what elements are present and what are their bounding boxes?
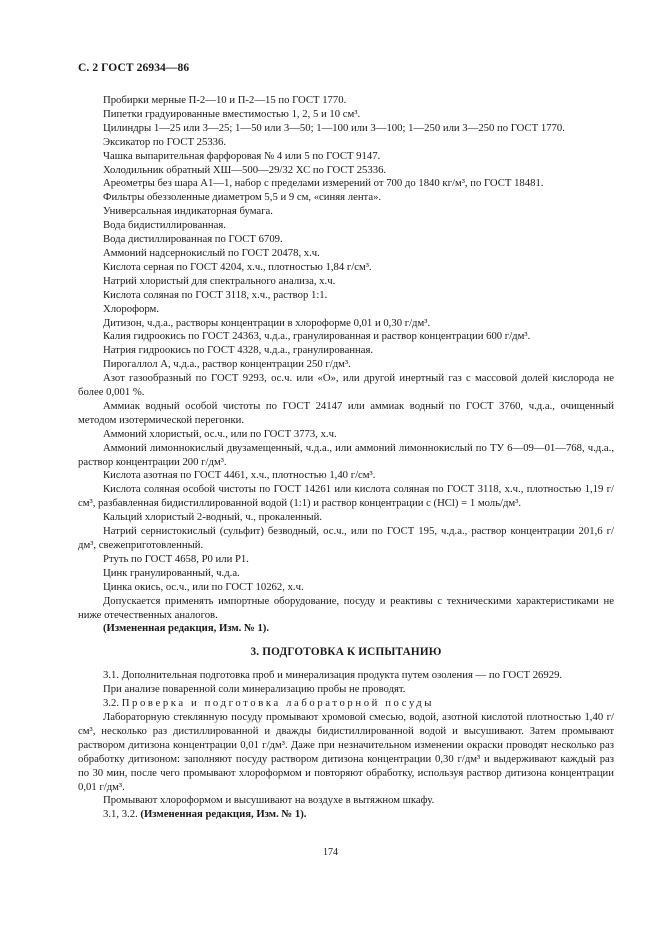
clause-title: Проверка и подготовка лабораторной посуды [121,697,435,710]
list-item: Ртуть по ГОСТ 4658, Р0 или Р1. [103,552,249,565]
list-item: Натрий хлористый для спектрального анализа, х.ч. [103,274,336,287]
list-item: Пипетки градуированные вместимостью 1, 2, 5 и 10 см³. [103,107,361,120]
paragraph-3-2-drying: Промывают хлороформом и высушивают на воздухе в вытяжном шкафу. [103,794,435,807]
paragraph-3-2-heading [78,697,614,711]
list-item: Натрия гидроокись по ГОСТ 4328, ч.д.а., гранулированная. [103,344,374,357]
amendment-note-2 [78,808,614,822]
document-body [78,94,614,822]
list-item: Кислота серная по ГОСТ 4204, х.ч., плотностью 1,84 г/см³. [103,260,372,273]
list-item: Аммиак водный особой чистоты по ГОСТ 24147 или аммиак водный по ГОСТ 3760, ч.д.а., очищенный методом изотермической перегонки. [78,399,614,426]
clause-numbers: 3.1, 3.2. [103,808,138,821]
equipment-list [78,94,614,622]
list-item: Цинк гранулированный, ч.д.а. [103,566,240,579]
paragraph-3-1-note: При анализе поваренной соли минерализацию пробы не проводят. [103,683,406,696]
list-item: Кислота соляная особой чистоты по ГОСТ 14261 или кислота соляная по ГОСТ 3118, х.ч., плотностью 1,19 г/см³, разбавленная бидистиллированной водой (1:1) и раствор концентрации c (HCl) = 1 моль/дм³. [78,483,614,510]
list-item: Допускается применять импортные оборудование, посуду и реактивы с техническими характеристиками не ниже отечественных аналогов. [78,594,614,621]
section-title: 3. ПОДГОТОВКА К ИСПЫТАНИЮ [250,646,442,659]
page-number: 174 [323,847,338,858]
list-item: Холодильник обратный ХШ—500—29/32 ХС по ГОСТ 25336. [103,163,387,176]
amendment-note: (Измененная редакция, Изм. № 1). [103,622,270,635]
paragraph-3-2-text: Лабораторную стеклянную посуду промывают хромовой смесью, водой, азотной кислотой плотностью 1,40 г/см³, несколько раз дистиллированной и дважды бидистиллированной водой и высушивают. Затем промывают раствором дитизона концентрации 0,01 г/дм³. Даже при незначительном изменении окраски проводят несколько раз обработку дитизоном: заполняют посуду раствором дитизона концентрации 0,30 г/дм³ и выдерживают каждый раз по 30 мин, после чего промывают хлороформом и повторяют обработку, используя раствор дитизона концентрации 0,01 г/дм³. [78,710,614,793]
list-item: Вода дистиллированная по ГОСТ 6709. [103,233,283,246]
list-item: Фильтры обеззоленные диаметром 5,5 и 9 см, «синяя лента». [103,191,382,204]
list-item: Эксикатор по ГОСТ 25336. [103,135,227,148]
list-item: Дитизон, ч.д.а., растворы концентрации в хлороформе 0,01 и 0,30 г/дм³. [103,316,431,329]
list-item: Азот газообразный по ГОСТ 9293, ос.ч. или «О», или другой инертный газ с массовой долей кислорода не более 0,001 %. [78,372,614,399]
amendment-text: (Измененная редакция, Изм. № 1). [140,808,307,821]
list-item: Цилиндры 1—25 или 3—25; 1—50 или 3—50; 1—100 или 3—100; 1—250 или 3—250 по ГОСТ 1770. [103,121,565,134]
list-item: Вода бидистиллированная. [103,219,226,232]
clause-number: 3.2. [103,697,120,710]
list-item: Аммоний надсернокислый по ГОСТ 20478, х.ч. [103,246,320,259]
page-header: С. 2 ГОСТ 26934—86 [78,62,190,74]
paragraph-3-1: 3.1. Дополнительная подготовка проб и минерализация продукта путем озоления — по ГОСТ 26929. [103,669,563,682]
list-item: Аммоний лимоннокислый двузамещенный, ч.д.а., или аммоний лимоннокислый по ТУ 6—09—01—768, ч.д.а., раствор концентрации 200 г/дм³. [78,441,614,468]
list-item: Чашка выпарительная фарфоровая № 4 или 5 по ГОСТ 9147. [103,149,381,162]
list-item: Универсальная индикаторная бумага. [103,205,273,218]
list-item: Кальций хлористый 2-водный, ч., прокаленный. [103,511,322,524]
list-item: Цинка окись, ос.ч., или по ГОСТ 10262, х.ч. [103,580,304,593]
list-item: Аммоний хлористый, ос.ч., или по ГОСТ 3773, х.ч. [103,427,337,440]
list-item: Кислота соляная по ГОСТ 3118, х.ч., раствор 1:1. [103,288,328,301]
list-item: Натрий сернистокислый (сульфит) безводный, ос.ч., или по ГОСТ 195, ч.д.а., раствор концентрации 201,6 г/дм³, свежеприготовленный. [78,525,614,551]
list-item: Калия гидроокись по ГОСТ 24363, ч.д.а., гранулированная и раствор концентрации 600 г/дм³. [103,330,531,343]
list-item: Ареометры без шара А1—1, набор с пределами измерений от 700 до 1840 кг/м³, по ГОСТ 18481. [103,177,544,190]
list-item: Пробирки мерные П-2—10 и П-2—15 по ГОСТ 1770. [103,94,347,106]
list-item: Хлороформ. [103,302,159,315]
list-item: Пирогаллол А, ч.д.а., раствор концентрации 250 г/дм³. [103,358,351,371]
list-item: Кислота азотная по ГОСТ 4461, х.ч., плотностью 1,40 г/см³. [103,469,376,482]
